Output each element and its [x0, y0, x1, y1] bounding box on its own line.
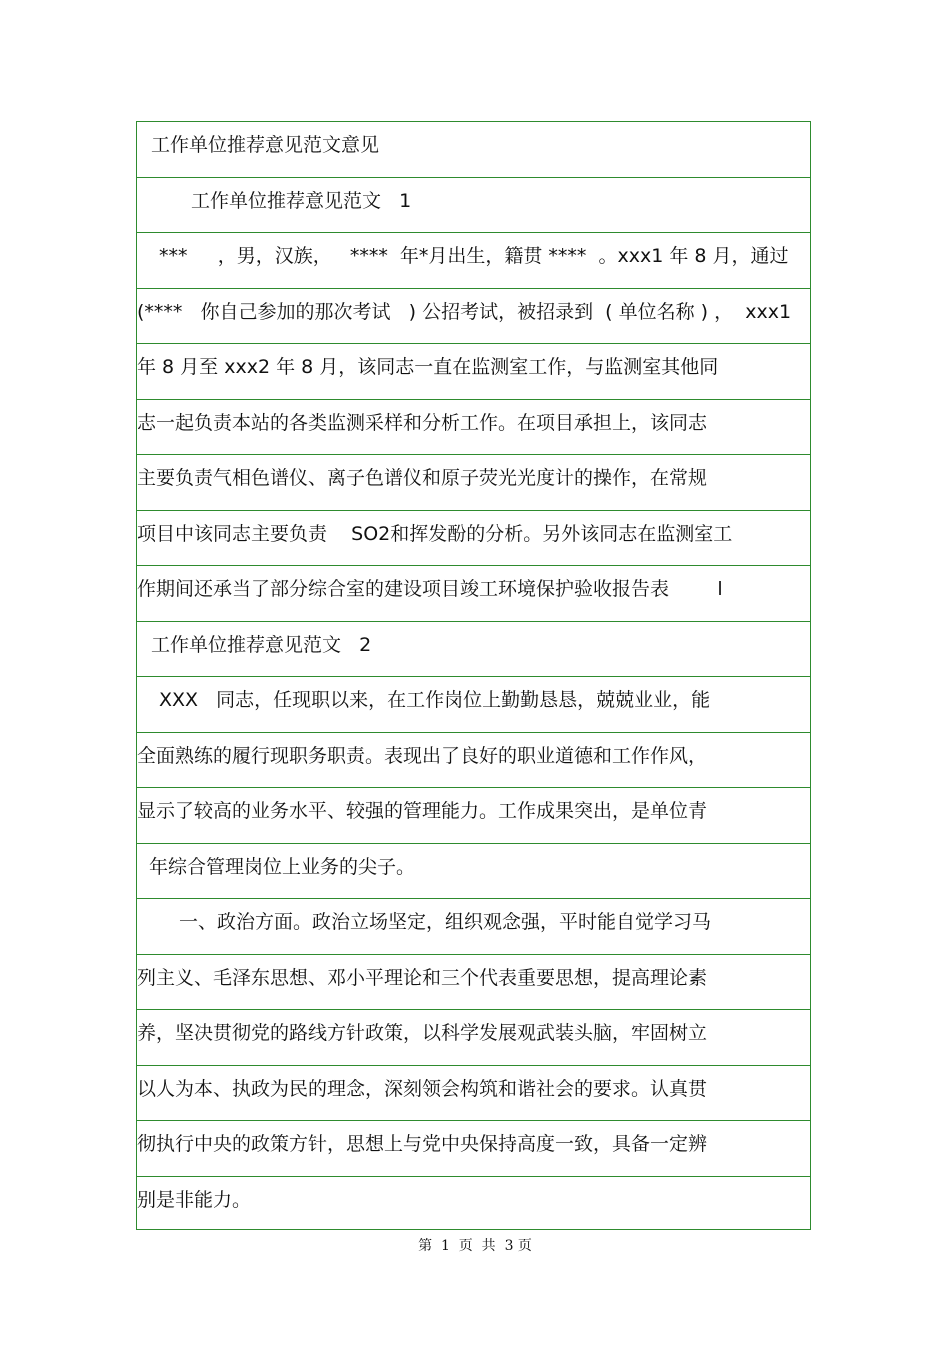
row-divider — [137, 343, 810, 344]
document-table — [136, 121, 811, 1230]
document-line: 年 8 月至 xxx2 年 8 月，该同志一直在监测室工作，与监测室其他同 — [137, 356, 719, 378]
row-divider — [137, 1065, 810, 1066]
document-line: 项目中该同志主要负责 SO2和挥发酚的分析。另外该同志在监测室工 — [137, 522, 733, 545]
document-line: 一、政治方面。政治立场坚定，组织观念强，平时能自觉学习马 — [179, 911, 712, 933]
row-divider — [137, 1176, 810, 1177]
row-divider — [137, 177, 810, 178]
document-line: 显示了较高的业务水平、较强的管理能力。工作成果突出，是单位青 — [137, 800, 708, 822]
row-divider — [137, 1120, 810, 1121]
document-line: 彻执行中央的政策方针，思想上与党中央保持高度一致，具备一定辨 — [137, 1133, 708, 1155]
document-line: XXX 同志，任现职以来，在工作岗位上勤勤恳恳，兢兢业业，能 — [159, 689, 711, 711]
row-divider — [137, 787, 810, 788]
document-line: 养，坚决贯彻党的路线方针政策，以科学发展观武装头脑，牢固树立 — [137, 1022, 708, 1044]
document-line: 年综合管理岗位上业务的尖子。 — [149, 855, 416, 878]
row-divider — [137, 621, 810, 622]
document-line: 主要负责气相色谱仪、离子色谱仪和原子荧光光度计的操作，在常规 — [137, 467, 708, 489]
document-line: 工作单位推荐意见范文意见 — [151, 134, 380, 156]
row-divider — [137, 954, 810, 955]
row-divider — [137, 732, 810, 733]
row-divider — [137, 676, 810, 677]
document-line: 工作单位推荐意见范文 1 — [191, 189, 412, 212]
document-line: 作期间还承当了部分综合室的建设项目竣工环境保护验收报告表 l — [137, 578, 723, 600]
document-line: 全面熟练的履行现职务职责。表现出了良好的职业道德和工作作风， — [137, 744, 708, 767]
row-divider — [137, 898, 810, 899]
document-line: 工作单位推荐意见范文 2 — [151, 633, 372, 656]
document-line: *** ，男，汉族， **** 年*月出生，籍贯 **** 。xxx1 年 8 月，通过 — [159, 245, 789, 267]
row-divider — [137, 843, 810, 844]
row-divider — [137, 565, 810, 566]
page-number-footer: 第 1 页 共 3 页 — [418, 1238, 532, 1254]
row-divider — [137, 1009, 810, 1010]
row-divider — [137, 510, 810, 511]
document-line: 别是非能力。 — [137, 1188, 252, 1211]
document-line: (**** 你自己参加的那次考试 ) 公招考试，被招录到 ( 单位名称 ) ， xxx1 — [137, 300, 792, 323]
row-divider — [137, 288, 810, 289]
document-line: 列主义、毛泽东思想、邓小平理论和三个代表重要思想，提高理论素 — [137, 966, 708, 989]
row-divider — [137, 399, 810, 400]
document-line: 志一起负责本站的各类监测采样和分析工作。在项目承担上，该同志 — [137, 411, 708, 434]
row-divider — [137, 454, 810, 455]
row-divider — [137, 232, 810, 233]
document-line: 以人为本、执政为民的理念，深刻领会构筑和谐社会的要求。认真贯 — [137, 1077, 708, 1100]
